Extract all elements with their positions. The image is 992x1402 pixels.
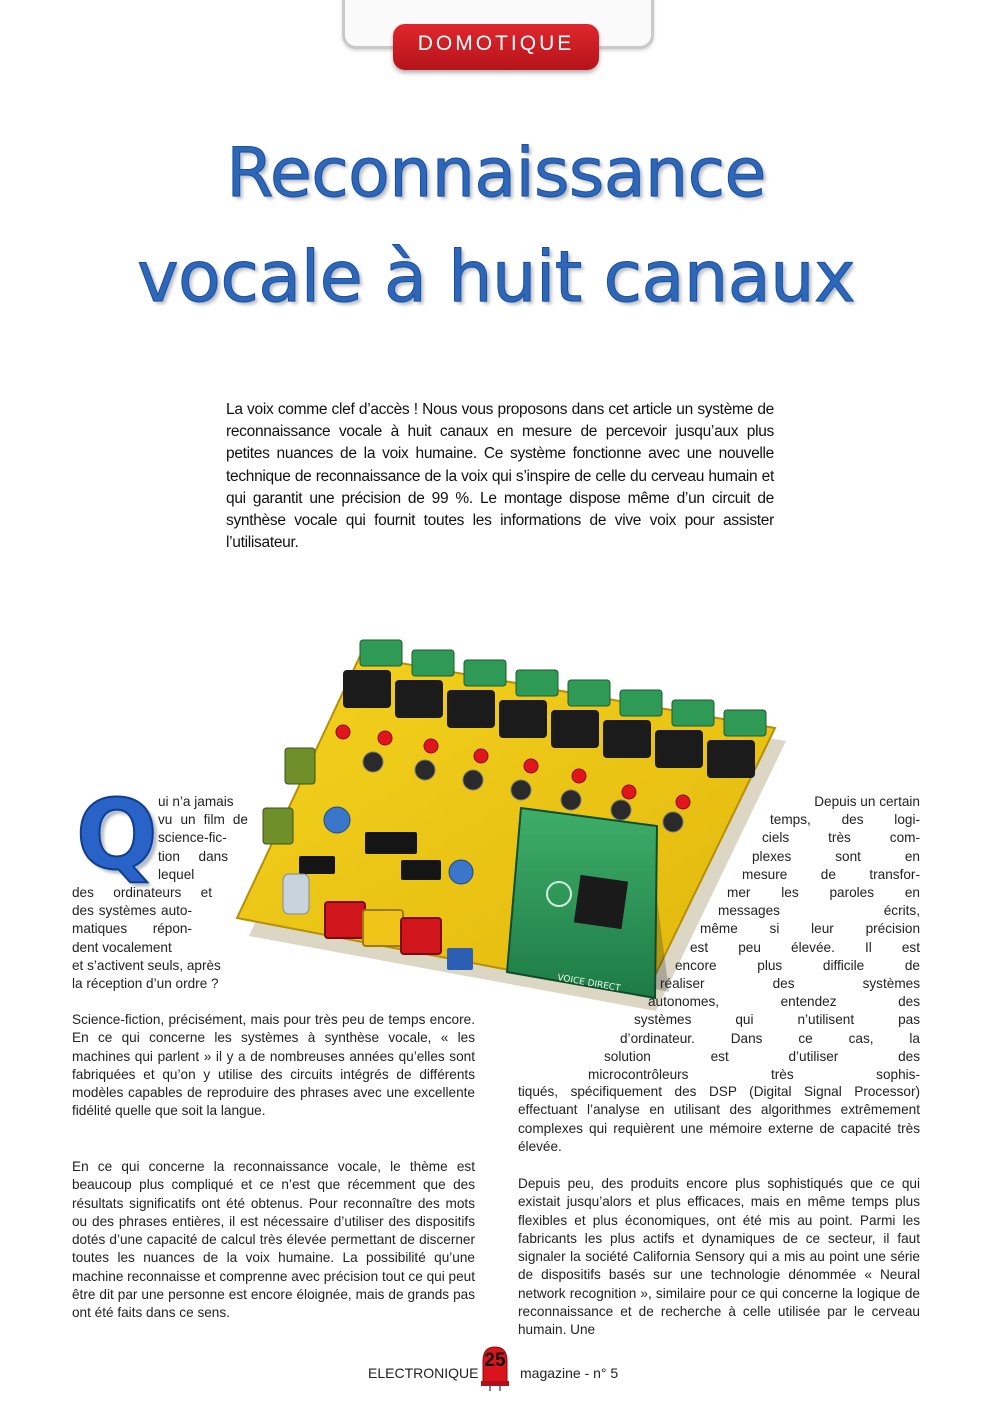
right-wrap-line: est peu élevée. Il est (690, 939, 920, 955)
module-chip-label: VOICE DIRECT (556, 973, 622, 995)
right-wrap-line: messages écrits, (718, 903, 920, 919)
right-wrap-line: solution est d’utiliser des (604, 1048, 920, 1064)
right-wrap-line: mesure de transfor- (742, 866, 920, 882)
footer-issue: magazine - n° 5 (520, 1365, 619, 1381)
intro-left-line: des systèmes auto- (72, 903, 192, 919)
right-wrap-line: autonomes, entendez des (648, 994, 920, 1010)
left-paragraph-1: Science-fiction, précisément, mais pour très peu de temps encore. En ce qui concerne les systèmes à synthèse vocale, « les machines qui parlent » il y a de nombreuses années qu’elles sont fabriquées et qu’on y utilise des circuits intégrés de différents modèles capables de reproduire des phrases avec une excellente fidélité quelle que soit la langue. (72, 1012, 475, 1119)
article-title-line2: vocale à huit canaux (137, 236, 855, 318)
right-wrap-line: encore plus difficile de (675, 957, 920, 973)
right-wrap-line: d’ordinateur. Dans ce cas, la (620, 1030, 920, 1046)
left-paragraph-2: En ce qui concerne la reconnaissance vocale, le thème est beaucoup plus compliqué et ce n’est que récemment que des résultats significatifs ont été obtenus. Pour reconnaître des mots ou des phrases entières, il est nécessaire d’utiliser des dispositifs dotés d’une capacité de calcul très élevée permettant de discerner toutes les nuances de la voix humaine. La possibilité qu’une machine reconnaisse et comprenne avec précision tout ce qui peut être dit par une personne est encore éloignée, mais de grands pas ont été faits dans ce sens. (72, 1159, 475, 1321)
right-wrap-line: réaliser des systèmes (660, 976, 920, 991)
right-paragraph-2: Depuis peu, des produits encore plus sophistiqués que ce qui existait jusqu’alors et plus efficaces, mais en même temps plus flexibles et plus économiques, ont été mis au point. Parmi les fabricants les plus actifs et dynamiques de ce secteur, il faut signaler la société California Sensory qui a mis au point une série de dispositifs basés sur une technologie dénommée « Neural network recognition », similaire pour ce qui concerne la logique de reconnaissance et de recherche à celle utilisée par le cerveau humain. Une (518, 1176, 920, 1338)
drop-cap: Q (76, 779, 158, 891)
intro-left-line: des ordinateurs et (72, 885, 212, 900)
footer-magazine: ELECTRONIQUE (368, 1365, 479, 1381)
right-wrap-line: Depuis un certain (814, 794, 920, 809)
section-tab (393, 24, 599, 70)
intro-left-line: vu un film de (158, 812, 248, 828)
intro-left-line: science-fic- (158, 830, 227, 846)
article-title-line1: Reconnaissance (226, 134, 766, 213)
right-wrap-line: microcontrôleurs très sophis- (588, 1067, 920, 1082)
right-wrap-line: même si leur précision (700, 921, 920, 937)
right-paragraph-1-rest: tiqués, spécifiquement des DSP (Digital Signal Processor) effectuant l’analyse en utilisant des algorithmes extrêmement complexes qui requièrent une mémoire externe de capacité très élevée. (518, 1084, 920, 1154)
right-wrap-line: temps, des logi- (770, 812, 920, 828)
right-wrap-line: systèmes qui n’utilisent pas (634, 1012, 920, 1028)
intro-left-line: la réception d’un ordre ? (72, 976, 219, 991)
lead-paragraph: La voix comme clef d’accès ! Nous vous proposons dans cet article un système de reconnaissance vocale à huit canaux en mesure de percevoir jusqu’aux plus petites nuances de la voix humaine. Ce système fonctionne avec une nouvelle technique de reconnaissance de la voix qui s’inspire de celle du cerveau humain et qui garantit une précision de 99 %. Le montage dispose même d’un circuit de synthèse vocale qui fournit toutes les informations de vive voix pour assister l’utilisateur. (226, 401, 774, 552)
right-wrap-line: plexes sont en (752, 848, 920, 864)
intro-left-line: dent vocalement (72, 939, 172, 955)
intro-left-line: matiques répon- (72, 921, 192, 937)
intro-left-line: tion dans (158, 848, 228, 864)
intro-left-line: ui n’a jamais (158, 794, 234, 809)
section-label: DOMOTIQUE (417, 32, 575, 55)
intro-left-line: lequel (158, 866, 195, 882)
right-wrap-line: mer les paroles en (727, 885, 920, 900)
intro-left-line: et s’activent seuls, après (72, 957, 221, 973)
right-wrap-line: ciels très com- (762, 830, 920, 846)
page-number: 25 (484, 1350, 506, 1371)
